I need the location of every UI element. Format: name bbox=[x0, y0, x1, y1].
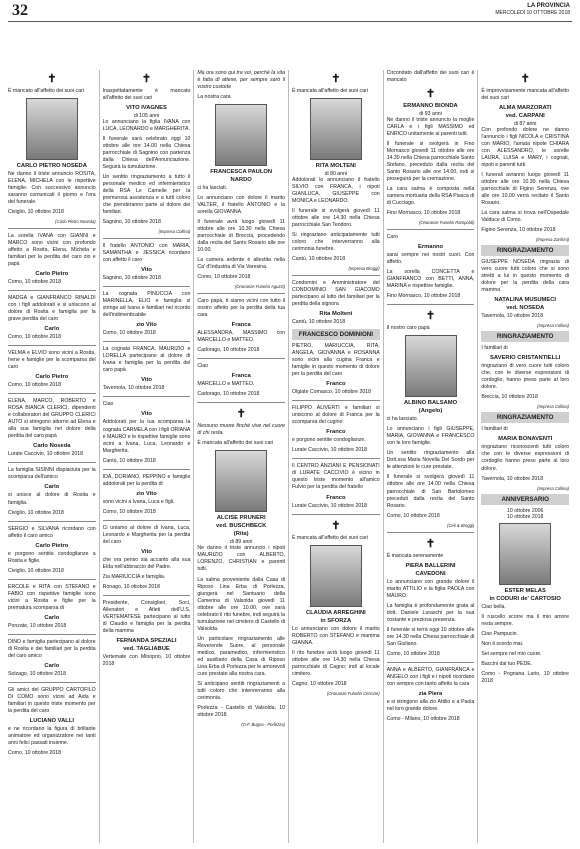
deceased-name-suffix: in SFORZA bbox=[320, 617, 352, 624]
notice-place-date: Como, 10 ottobre 2018 bbox=[386, 650, 440, 657]
condolence-name: zio Vito bbox=[136, 490, 157, 497]
condolence-place-date: Como, 10 ottobre 2018 bbox=[8, 749, 62, 756]
condolence-place-date: Como - Milano, 10 ottobre 2018 bbox=[386, 715, 460, 722]
condolence-name: Carlo bbox=[44, 662, 60, 669]
condolence-place-date: Cantù, 10 ottobre 2018 bbox=[102, 457, 156, 464]
condolence-name: Carlo bbox=[44, 484, 60, 491]
condolence-text: e porgono sentite condoglianze a Rosita e figlie. bbox=[8, 550, 96, 564]
notice-text: La cara salma è composta nella camera mortuaria della RSA Piasca di di Cucciago. bbox=[386, 186, 475, 207]
cross-icon: ✝ bbox=[425, 88, 436, 101]
divider bbox=[8, 634, 96, 635]
divider bbox=[8, 345, 96, 346]
publication-name: LA PROVINCIA bbox=[527, 3, 570, 9]
condolence-text: Addolorati per la tua scomparsa la cognata CARMELA con i figli ORIANA e MAURO e le rispettive famiglie sono vicini a Ivana, Luca, Leonardo e Margherita. bbox=[102, 419, 191, 454]
anniversary-text: Ciao bella. bbox=[481, 603, 506, 610]
divider bbox=[103, 238, 191, 239]
condolence-name: Franca bbox=[231, 373, 251, 380]
condolence-text: ERCOLE e RITA con STEFANO e FABIO con rispettive famiglie sono vicini a Rosita e figlie per la prematura scomparsa di bbox=[8, 583, 96, 611]
condolence-text: La sorella CONCETTA e GIANFRANCO con BETTI, ANNA, MARINA e rispettive famiglie. bbox=[386, 269, 475, 290]
anniversary-name-suffix: in CODURI de' CARTOSIO bbox=[489, 595, 561, 602]
divider bbox=[387, 532, 475, 533]
condolence-text: La famiglia SISINNI dispiaciuta per la scomparsa dell'amico bbox=[8, 467, 96, 481]
cross-icon: ✝ bbox=[236, 408, 246, 421]
divider bbox=[8, 579, 96, 580]
condolence-place-date: Como, 10 ottobre 2018 bbox=[8, 382, 62, 389]
condolence-place-date: Civiglio, 10 ottobre 2018 bbox=[8, 509, 64, 516]
divider bbox=[8, 682, 96, 683]
notice-signature: (O.F. Bugna - Porlezza) bbox=[241, 721, 286, 727]
notice-signature: (Carlo Pietro Noseda) bbox=[55, 219, 96, 225]
condolence-place-date: Como, 10 ottobre 2018 bbox=[8, 334, 62, 341]
condolence-name: Franco bbox=[326, 494, 346, 501]
condolence-text: e porgono sentite condoglianze. bbox=[292, 437, 366, 444]
thanks-name-suffix: ved. NOSEDA bbox=[506, 305, 545, 312]
notice-intro: Inaspettatamente è mancato all'affetto dei suoi cari bbox=[102, 88, 191, 102]
condolence-text: Caro bbox=[386, 234, 398, 241]
condolence-name: Rita Molteni bbox=[319, 311, 353, 318]
notice-signature: (Impresa Collina) bbox=[537, 485, 570, 491]
condolence-place-date: Lurate Caccivio, 10 ottobre 2018 bbox=[8, 451, 83, 458]
condolence-text: La cognata PINUCCIA con MARINELLA, ELIO e famiglia si stringe ad Ivana e familiari nel ricordo dell'indimenticabile bbox=[102, 291, 191, 319]
divider bbox=[292, 514, 380, 515]
portrait-photo bbox=[310, 98, 362, 160]
notice-place-date: Como, 10 ottobre 2018 bbox=[386, 512, 440, 519]
condolence-place-date: Civiglio, 10 ottobre 2018 bbox=[8, 567, 64, 574]
notice-place-date: Cantù, 10 ottobre 2018 bbox=[292, 256, 346, 263]
condolence-place-date: Cadorago, 10 ottobre 2018 bbox=[197, 391, 260, 398]
portrait-photo bbox=[310, 545, 362, 607]
cross-icon: ✝ bbox=[47, 73, 57, 85]
condolence-name: Franca bbox=[231, 322, 251, 329]
notice-signature: (Celi & Broggi) bbox=[447, 522, 475, 528]
columns bbox=[8, 70, 572, 843]
condolence-name: zio Vito bbox=[136, 322, 157, 329]
notice-text: Lo annunciano la figlia IVANA con LUCA, LEONARDO e MARGHERITA. bbox=[102, 119, 191, 133]
condolence-name: Carlo bbox=[44, 326, 60, 333]
condolence-text: DINO e famiglia partecipano al dolore di Rosita e dei familiari per la perdita del caro amico bbox=[8, 638, 96, 659]
notice-signature: (Onoranze Funebri Cerrone) bbox=[326, 690, 380, 696]
notice-text: Un particolare ringraziamento alle Reverende Suore, al personale medico, paramedico, infermieristico ed ausiliario della Casa di Riposo Lina Erba di Porlezza per le amorevoli cure prestate alla nostra cara. bbox=[197, 635, 286, 677]
deceased-name: FRANCESCA PAULON bbox=[210, 169, 273, 176]
condolence-place-date: Tavernola, 10 ottobre 2018 bbox=[102, 385, 165, 392]
condolence-text: e ne ricordano la figura di brillante animatore ed organizzatore nei tanti anni felici passati insieme. bbox=[8, 725, 96, 746]
divider bbox=[387, 662, 475, 663]
cross-icon: ✝ bbox=[331, 73, 341, 85]
condolence-name: Franco bbox=[326, 429, 346, 436]
section-heading: ANNIVERSARIO bbox=[481, 494, 569, 505]
condolence-place-date: Solzago, 10 ottobre 2018 bbox=[8, 670, 66, 677]
notice-quote: Ma ora sono qui tra voi, perché la vita è fatta di attese, per sempre sarò il vostro custode bbox=[197, 70, 286, 91]
condolence-text: Il fratello ANTONIO con MARIA, SAMANTHA e JESSICA ricordano con affetto il caro bbox=[102, 243, 191, 264]
notice-text: Il funerale si svolgerà in Fino Mornasco giovedì 11 ottobre alle ore 14.30 nella Chiesa parrocchiale Santo Stefano, preceduto dalla recita del Santo Rosario alle ore 14.00, indi si proseguirà per la cremazione. bbox=[386, 141, 475, 183]
deceased-name-suffix: CAVEDONI bbox=[415, 570, 446, 577]
notice-text: Si ringraziano anticipatamente tutti coloro che interverranno alla cerimonia funebre. bbox=[292, 232, 380, 253]
condolence-text: Presidente, Consiglieri, Soci, Allenatori e Atleti dell'U.S. VERTEMATESE partecipano al lutto di Claudio e famiglia per la perdita della mamma bbox=[102, 599, 191, 634]
deceased-age: di 87 anni bbox=[513, 121, 537, 128]
condolence-name: Vito bbox=[141, 267, 152, 274]
condolence-text: Zia MARIUCCIA e famiglia. bbox=[102, 573, 166, 580]
condolence-name: Carlo Pietro bbox=[35, 374, 69, 381]
notice-intro: Il nostro caro papà bbox=[386, 325, 430, 332]
thanks-text: I familiari di bbox=[481, 345, 508, 352]
column-4 bbox=[292, 70, 384, 843]
notice-text: Lo annunciano con grande dolore il marito ATTILIO e la figlia PAOLA con MAURO. bbox=[386, 578, 475, 599]
cross-icon: ✝ bbox=[425, 310, 436, 323]
condolence-text: MADGA e GIANFRANCO RINALDI con i figli addolorati e si uniscono al dolore di Rosita e famiglia per la grave perdita del caro bbox=[8, 295, 96, 323]
thanks-name: NATALINA MUSUMECI bbox=[494, 297, 557, 304]
condolence-place-date: Fino Mornasco, 10 ottobre 2018 bbox=[386, 293, 461, 300]
thanks-place-date: Breccia, 10 ottobre 2018 bbox=[481, 394, 538, 401]
deceased-age: di 93 anni bbox=[419, 111, 442, 118]
condolence-name: Carlo Noseda bbox=[33, 443, 71, 450]
notice-text: Lo annunciano i figli GIUSEPPE, MARIA, GIOVANNA e FRANCESCO con le loro famiglie. bbox=[386, 426, 475, 447]
condolence-name: Franco bbox=[326, 381, 346, 388]
thanks-text: GIUSEPPE NOSEDA ringrazia di vero cuore tutti coloro che si sono stretti a lui in questo momento di dolore per la perdita della cara mamma bbox=[481, 259, 570, 294]
notice-place-date: Porlezza - Castello di Valsolda, 10 ottobre 2018 bbox=[197, 704, 286, 718]
divider bbox=[103, 286, 191, 287]
portrait-photo bbox=[405, 335, 457, 397]
column-5 bbox=[387, 70, 479, 843]
notice-text: La famiglia è profondamente grata al dott. Daniele Luraschi per la sua costante e preziosa presenza. bbox=[386, 602, 475, 623]
notice-text: ci ha lasciato. bbox=[386, 416, 419, 423]
notice-text: Ne danno il triste annuncio i nipoti MAURIZIO con ALBERTO, LORENZO, CHRISTIAN e parenti tutti. bbox=[197, 545, 286, 573]
notice-text: Il funerale si terrà oggi 10 ottobre alle ore 14.30 nella Chiesa parrocchiale di San Giuliano. bbox=[386, 626, 475, 647]
condolence-name: Vito bbox=[141, 377, 152, 384]
notice-place-date: Figino Serenza, 10 ottobre 2018 bbox=[481, 227, 556, 234]
notice-signature: (Impresa Broggi) bbox=[348, 266, 380, 272]
condolence-place-date: Sagnino, 10 ottobre 2018 bbox=[102, 275, 161, 282]
deceased-name: ALMA MARZORATI bbox=[498, 105, 552, 112]
condolence-text: Gli amici del GRUPPO CARTOFILO DI COMO sono vicini ad Aida e familiari in questo triste momento per la perdita del caro bbox=[8, 686, 96, 714]
condolence-text: sono vicini a Ivana, Luca e figli. bbox=[102, 498, 175, 505]
cross-icon: ✝ bbox=[425, 537, 436, 550]
condolence-place-date: Vertemate con Minoprio, 10 ottobre 2018 bbox=[102, 653, 191, 667]
notice-text: Si anticipano sentiti ringraziamenti a tutti coloro che interverranno alla cerimonia. bbox=[197, 680, 286, 701]
divider bbox=[103, 595, 191, 596]
divider bbox=[8, 393, 96, 394]
divider bbox=[197, 358, 285, 359]
condolence-text: Condomini e Amministratore del CONDOMINIO SAN GIACOMO partecipano al lutto dei familiari per la perdita della signora bbox=[292, 280, 380, 308]
anniversary-name: ESTER MELAS bbox=[504, 587, 546, 594]
condolence-place-date: Como, 10 ottobre 2018 bbox=[8, 279, 62, 286]
notice-text: Addolorati lo annunciano il fratello SILVIO con FRANCA, i nipoti GIANLUCA, GIUSEPPE con MONICA e LEONARDO. bbox=[292, 177, 380, 205]
anniversary-text: Baccini dal tuo PEDE. bbox=[481, 660, 533, 667]
notice-place-date: Como, 10 ottobre 2018 bbox=[197, 274, 251, 281]
condolence-text: MARCELLO e MATTEO. bbox=[197, 381, 255, 388]
anniversary-text: Sei sempre nel mio cuore. bbox=[481, 650, 542, 657]
section-heading: RINGRAZIAMENTO bbox=[481, 245, 569, 256]
notice-text: La salma proveniente dalla Casa di Riposo Lina Erba di Porlezza, giungerà nel Santuario della Camerina di Valsolda giovedì 11 ottobre alle ore 10.00, ove sarà celebrato il rito funebre, indi seguirà la tumulazione nel cimitero di Castello di Valsolda. bbox=[197, 576, 286, 632]
notice-intro: Circondato dall'affetto dei suoi cari è mancato bbox=[386, 70, 475, 84]
condolence-text: Ci uniamo al dolore di Ivana, Luca, Leonardo e Margherita per la perdita del caro bbox=[102, 524, 191, 545]
condolence-place-date: Lurate Caccivio, 10 ottobre 2018 bbox=[292, 447, 367, 454]
notice-text: Il funerale sarà celebrato oggi 10 ottobre alle ore 14.00 nella Chiesa parrocchiale di Sagnino con partenza dalla Chiesa dell'Annunciazione. Seguirà la tumulazione. bbox=[102, 136, 191, 171]
condolence-text: e si stringono alla zio Attilio e a Paola nel loro grande dolore. bbox=[386, 698, 475, 712]
notice-quote: Nessuno muore finché vive nel cuore di chi resta. bbox=[197, 423, 286, 437]
notice-place-date: Fino Mornasco, 10 ottobre 2018 bbox=[386, 210, 461, 217]
divider bbox=[103, 469, 191, 470]
divider bbox=[292, 400, 380, 401]
condolence-name: Vito bbox=[141, 548, 152, 555]
deceased-age: di 105 anni bbox=[133, 113, 160, 120]
condolence-text: Ciao bbox=[102, 401, 114, 408]
portrait-photo bbox=[215, 450, 267, 512]
condolence-text: La sorella IVANA con GIANNI e MARCO sono vicini con profondo affetto a Rosita, Elena, Michela e familiari per la perdita del caro zio e papà bbox=[8, 233, 96, 268]
notice-intro: È mancata serenamente bbox=[386, 552, 444, 559]
condolence-name: Ermanno bbox=[417, 244, 444, 251]
notice-text: Con profondo dolore ne danno l'annuncio i figli NICOLA e CRISTINA con MARIO, l'amata nipote CHIARA con ALESSANDRO, le sorelle LAURA, LUISA e MARY, i cognati, nipoti e parenti tutti. bbox=[481, 127, 570, 169]
section-heading: RINGRAZIAMENTO bbox=[481, 331, 569, 342]
deceased-name-suffix: NARDO bbox=[230, 177, 252, 184]
condolence-place-date: Lurate Caccivio, 10 ottobre 2018 bbox=[292, 502, 367, 509]
cross-icon: ✝ bbox=[141, 73, 152, 85]
divider bbox=[292, 275, 380, 276]
condolence-text: FILIPPO ALIVERTI e familiari si uniscono al dolore di Franca per la scomparsa del cugino bbox=[292, 405, 380, 426]
notice-text: La camera ardente è allestita nella Ca' d'Industria di Via Varesina. bbox=[197, 257, 286, 271]
divider bbox=[197, 402, 285, 403]
condolence-place-date: Cadorago, 10 ottobre 2018 bbox=[197, 347, 260, 354]
notice-intro: La nostra cara bbox=[197, 94, 231, 101]
notice-text: Lo annunciano con dolore il marito VALTER, il fratello ANTONIO e la sorella GIOVANNA. bbox=[197, 195, 286, 216]
condolence-name: LUCIANO VALLI bbox=[29, 717, 74, 724]
condolence-name: Carlo Pietro bbox=[35, 542, 69, 549]
divider bbox=[8, 521, 96, 522]
thanks-place-date: Tavernola, 10 ottobre 2018 bbox=[481, 475, 544, 482]
thanks-name: MARIA BONAVENTI bbox=[498, 436, 553, 443]
portrait-photo bbox=[26, 98, 78, 160]
cross-icon: ✝ bbox=[520, 73, 530, 85]
notice-signature: (Impresa Zanfrini) bbox=[535, 237, 570, 243]
condolence-text: Ciao bbox=[197, 363, 209, 370]
anniversary-text: Il ruscello scorre ma il mio amore resta sempre. bbox=[481, 613, 570, 627]
condolence-text: sarai sempre nei nostri cuori. Con affetto. bbox=[386, 252, 475, 266]
divider bbox=[387, 229, 475, 230]
condolence-place-date: Cantù, 10 ottobre 2018 bbox=[292, 319, 346, 326]
notice-text: ci ha lasciati. bbox=[197, 185, 228, 192]
page-header bbox=[8, 0, 572, 22]
publication-date: MERCOLEDÌ 10 OTTOBRE 2018 bbox=[495, 10, 570, 17]
divider bbox=[103, 520, 191, 521]
notice-text: Il funerale si svolgerà giovedì 11 ottobre alle ore 14.00 nella Chiesa parrocchiale di San Bartolomeo preceduti dalla recita del Santo Rosario. bbox=[386, 474, 475, 509]
deceased-age: di 80 anni bbox=[324, 171, 348, 178]
notice-place-date: Civiglio, 10 ottobre 2018 bbox=[8, 209, 64, 216]
condolence-name: Vito bbox=[141, 411, 152, 418]
notice-text: Ne danno il triste annuncio ROSITA, ELENA, MICHELA con le rispettive famiglie. Con successivo annuncio saranno comunicati il giorno e l'ora del funerale. bbox=[8, 171, 96, 206]
notice-signature: (Impresa Collina) bbox=[537, 404, 570, 410]
anniversary-text: Ciao Pampucin. bbox=[481, 630, 518, 637]
notice-place-date: Sagnino, 10 ottobre 2018 bbox=[102, 219, 161, 226]
condolence-text: Il CENTRO ANZIANI E PENSIONATI di LURATE CACCIVIO è vicino in questo triste momento all'amico Fulvio per la perdita del fratello bbox=[292, 463, 380, 491]
divider bbox=[8, 290, 96, 291]
column-2 bbox=[103, 70, 195, 843]
cross-icon: ✝ bbox=[331, 519, 341, 532]
notice-signature: (Impresa Collina) bbox=[537, 323, 570, 329]
divider bbox=[8, 228, 96, 229]
condolence-text: IDA, DORIANO, PEPPINO e famiglie addolorati per la perdita di bbox=[102, 473, 191, 487]
condolence-text: che ora penso sia accanto alla sua Elda nell'abbraccio del Padre. bbox=[102, 556, 191, 570]
column-1 bbox=[8, 70, 100, 843]
condolence-place-date: Como, 10 ottobre 2018 bbox=[102, 330, 156, 337]
portrait-photo bbox=[215, 104, 267, 166]
deceased-name-suffix: ved. BUSCHBECK bbox=[216, 523, 267, 530]
deceased-age: di 89 anni bbox=[229, 539, 253, 546]
page-number: 32 bbox=[12, 2, 28, 19]
divider bbox=[197, 293, 285, 294]
condolence-name: zia Piera bbox=[418, 690, 443, 697]
notice-signature: (Onoranze Funebri Aguzzi) bbox=[234, 284, 286, 290]
deceased-name: RITA MOLTENI bbox=[315, 163, 356, 170]
condolence-place-date: Como, 10 ottobre 2018 bbox=[102, 508, 156, 515]
thanks-text: I familiari di bbox=[481, 426, 508, 433]
condolence-text: si unisce al dolore di Rosita e famiglia. bbox=[8, 492, 96, 506]
section-heading: RINGRAZIAMENTO bbox=[481, 412, 569, 423]
publication-info bbox=[495, 3, 570, 16]
column-6 bbox=[481, 70, 572, 843]
deceased-nickname: (Rita) bbox=[233, 531, 249, 538]
condolence-name: Carlo Pietro bbox=[35, 271, 69, 278]
deceased-name: ERMANNO BIONDA bbox=[403, 103, 458, 110]
deceased-name: CARLO PIETRO NOSEDA bbox=[16, 163, 87, 170]
condolence-text: ALESSANDRA, MASSIMO con MARCELLO e MATTEO. bbox=[197, 330, 286, 344]
deceased-name: PIERA BALLERINI bbox=[405, 562, 456, 569]
condolence-text: SERGIO e SILVANA ricordano con affetto il caro amico bbox=[8, 525, 96, 539]
notice-text: I funerali avranno luogo giovedì 11 ottobre alle ore 10.30 nella Chiesa parrocchiale di Figino Serenza, ove alle ore 10.00 verrà recitato il Santo Rosario. bbox=[481, 172, 570, 207]
anniversary-text: Non ti scordo mai. bbox=[481, 640, 524, 647]
condolence-place-date: Ponzate, 10 ottobre 2018 bbox=[8, 622, 67, 629]
condolence-text: VELMA e ELVIO sono vicini a Rosita, Irene e famiglie per la scomparsa del caro bbox=[8, 350, 96, 371]
notice-text: La cara salma si trova nell'Ospedale Valduce di Como. bbox=[481, 210, 570, 224]
notice-text: Un sentito ringraziamento a tutto il personale medico ed infermieristico della RSA Le Camelie per la premurosa assistenza e a tutti coloro che prenderanno parte al dolore dei familiari. bbox=[102, 174, 191, 216]
divider bbox=[8, 462, 96, 463]
condolence-place-date: Ronago, 10 ottobre 2018 bbox=[102, 583, 161, 590]
condolence-text: ELENA, MARCO, ROBERTO e ROSA BIANCA CLERICI, dipendenti e collaboratori del GRUPPO CLERICI AUTO si stringono attorno ad Elena e alla sua famiglia nel dolore della perdita del caro papà bbox=[8, 398, 96, 440]
divider bbox=[103, 341, 191, 342]
deceased-name: ALCISE PRUNERI bbox=[216, 515, 266, 522]
portrait-photo bbox=[499, 523, 551, 585]
anniversary-date: 10 ottobre 2018 bbox=[507, 513, 544, 520]
thanks-text: ringraziano di vero cuore tutti coloro che, con le diverse espressioni di cordoglio, hanno preso parte al loro dolore. bbox=[481, 363, 570, 391]
divider bbox=[292, 458, 380, 459]
condolence-text: PIETRO, MARIUCCIA, RITA, ANGELA, GIOVANNA e ROSANNA sono vicini alla cugina Franca e famiglie in questo momento di dolore per la perdita del caro bbox=[292, 343, 380, 378]
notice-intro: È improvvisamente mancata all'affetto dei suoi cari bbox=[481, 88, 570, 102]
notice-place-date: Cagno, 10 ottobre 2018 bbox=[292, 680, 347, 687]
condolence-name-suffix: ved. TAGLIABUE bbox=[123, 645, 170, 652]
deceased-name: CLAUDIA ARREGHINI bbox=[305, 609, 366, 616]
notice-signature: (Onoranze Funebri Rampoldi) bbox=[418, 220, 475, 226]
thanks-place-date: Tavernola, 10 ottobre 2018 bbox=[481, 313, 544, 320]
condolence-text: ANNA e ALBERTO, GIANFRANCA e ANGELO con i figli e i nipoti ricordano con sempre con tanto affetto la cara bbox=[386, 666, 475, 687]
notice-intro: È mancata all'affetto dei suoi cari bbox=[197, 440, 274, 447]
thanks-text: ringraziano riconoscenti tutti coloro che con le diverse espressioni di cordoglio hanno preso parte al loro dolore. bbox=[481, 444, 570, 472]
notice-text: Un sentito ringraziamento alla Dott.ssa Maria Novella Del Sordo per le attenzioni le cure prestate. bbox=[386, 450, 475, 471]
deceased-name: ALBINO BALSAMO bbox=[403, 400, 458, 407]
notice-text: Il funerale avrà luogo giovedì 11 ottobre alle ore 10.30 nella Chiesa parrocchiale di Breccia, procedendo dalla recita del Santo Rosario alle ore 10.00. bbox=[197, 219, 286, 254]
column-3 bbox=[197, 70, 289, 843]
anniversary-date: 10 ottobre 2006 bbox=[507, 507, 544, 514]
condolence-text: Caro papà, ti siamo vicini con tutto il nostro affetto per la perdita della tua cara bbox=[197, 298, 286, 319]
condolence-name: Carlo bbox=[44, 614, 60, 621]
notice-intro: È mancata all'affetto dei suoi cari bbox=[292, 534, 368, 541]
divider bbox=[387, 304, 475, 305]
condolence-text: La cognata FRANCA, MAURIZIO e LORELLA partecipano al dolore di Ivana e famiglia per la perdita del caro papà bbox=[102, 346, 191, 374]
notice-signature: (Impresa Collina) bbox=[158, 229, 191, 235]
notice-text: Lo annunciano con dolore il marito ROBERTO con STEFANO e mamma GIANNA. bbox=[292, 625, 380, 646]
notice-text: Il rito funebre avrà luogo giovedì 11 ottobre alle ore 14.30 nella Chiesa parrocchiale di Cagno; indi al locale cimitero. bbox=[292, 649, 380, 677]
condolence-place-date: Olgiate Comasco, 10 ottobre 2018 bbox=[292, 389, 372, 396]
notice-intro: È mancata all'affetto dei suoi cari bbox=[292, 88, 368, 94]
deceased-name: VITO IVAGNES bbox=[126, 105, 167, 112]
section-heading: FRANCESCO DOMINIONI bbox=[292, 329, 380, 340]
deceased-name-suffix: ved. CARPANI bbox=[505, 113, 545, 120]
anniversary-place-date: Como - Pognana Lario, 10 ottobre 2018 bbox=[481, 670, 570, 684]
notice-text: Il funerale si svolgerà giovedì 11 ottobre alle ore 14.30 nella Chiesa parrocchiale San Teodoro. bbox=[292, 208, 380, 229]
thanks-name: SAVERIO CRISTANTIELLI bbox=[490, 355, 561, 362]
notice-text: Ne danno il triste annuncio la moglie CARLA e i figli MASSIMO ed ENRICO unitamente ai parenti tutti. bbox=[386, 117, 475, 138]
notice-intro: È mancato all'affetto dei suoi cari bbox=[8, 88, 84, 94]
condolence-name: FERNANDA SPEZIALI bbox=[116, 637, 177, 644]
deceased-nickname: (Angelo) bbox=[418, 408, 443, 415]
divider bbox=[103, 396, 191, 397]
